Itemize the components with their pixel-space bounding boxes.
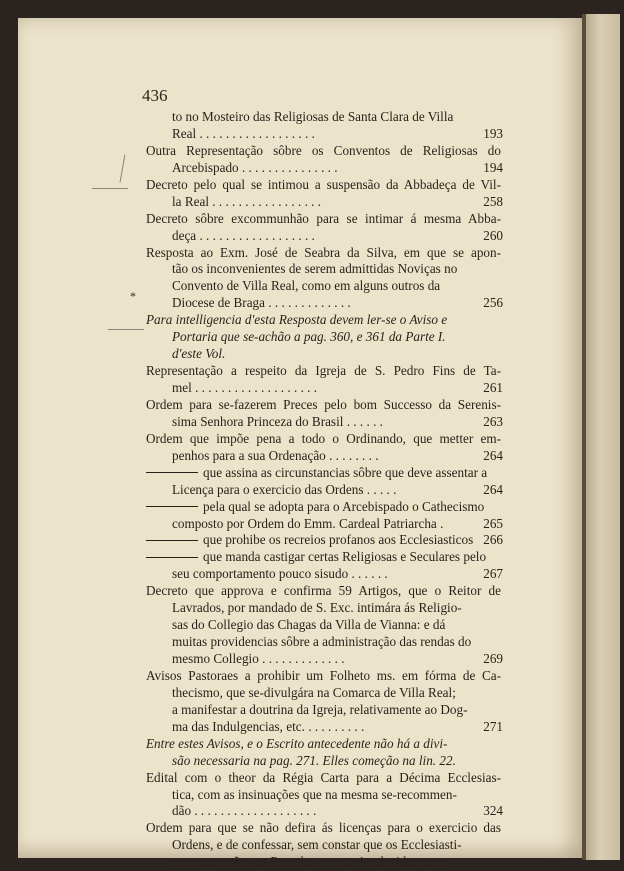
index-line bbox=[146, 702, 501, 719]
entry-text: Edital com o theor da Régia Carta para a Décima Ecclesias- bbox=[146, 769, 501, 785]
entry-text: muitas providencias sôbre a administração das rendas do bbox=[172, 634, 472, 650]
entry-text: Ordem para se-fazerem Preces pelo bom Successo da Serenis- bbox=[146, 396, 501, 412]
entry-page-number: 324 bbox=[480, 803, 503, 820]
entry-text: Decreto que approva e confirma 59 Artigos, que o Reitor de bbox=[146, 583, 501, 599]
index-line bbox=[146, 346, 501, 363]
index-line bbox=[146, 211, 501, 228]
entry-page-number: 265 bbox=[480, 516, 503, 533]
index-line bbox=[146, 753, 501, 770]
pencil-mark-lower bbox=[108, 329, 144, 330]
index-line bbox=[146, 787, 501, 804]
index-line bbox=[146, 109, 501, 126]
entry-text: composto por Ordem do Emm. Cardeal Patriarcha . bbox=[172, 515, 444, 531]
entry-text: to no Mosteiro das Religiosas de Santa Clara de Villa bbox=[172, 109, 454, 124]
ditto-dash bbox=[146, 540, 198, 541]
entry-text: sas do Collegio das Chagas da Villa de Vianna: e dá bbox=[172, 617, 446, 633]
entry-text: Arcebispado . . . . . . . . . . . . . . . bbox=[172, 159, 338, 175]
index-line bbox=[146, 499, 501, 516]
index-entries bbox=[146, 109, 501, 871]
pencil-mark-middle bbox=[92, 188, 128, 189]
entry-text: Resposta ao Exm. José de Seabra da Silva, em que se apon- bbox=[146, 244, 501, 260]
index-line bbox=[146, 600, 501, 617]
ditto-dash bbox=[146, 472, 198, 473]
asterisk-mark: * bbox=[130, 289, 136, 303]
ditto-dash bbox=[146, 557, 198, 558]
entry-text: Ordem para que se não defira ás licenças para o exercicio das bbox=[146, 820, 501, 836]
entry-text: mesmo Collegio . . . . . . . . . . . . . bbox=[172, 651, 345, 666]
index-line bbox=[146, 482, 501, 499]
entry-text: são necessaria na pag. 271. Elles começão na lin. 22. bbox=[172, 752, 456, 768]
index-line bbox=[146, 617, 501, 634]
entry-page-number: 267 bbox=[480, 566, 503, 583]
index-line bbox=[146, 685, 501, 702]
entry-text: que prohibe os recreios profanos aos Ecclesiasticos bbox=[203, 532, 474, 548]
index-line bbox=[146, 583, 501, 600]
index-line bbox=[146, 634, 501, 651]
index-line bbox=[146, 380, 501, 397]
entry-page-number: 194 bbox=[480, 160, 503, 177]
entry-text: que assina as circunstancias sôbre que deve assentar a bbox=[203, 464, 488, 480]
entry-text: Ordens, e de confessar, sem constar que os Ecclesiasti- bbox=[172, 837, 462, 853]
entry-text: Outra Representação sôbre os Conventos de Religiosas do bbox=[146, 142, 501, 158]
entry-page-number: 258 bbox=[480, 194, 503, 211]
index-line bbox=[146, 312, 501, 329]
index-line bbox=[146, 736, 501, 753]
entry-text: Entre estes Avisos, e o Escrito antecedente não há a divi- bbox=[146, 735, 448, 751]
entry-text: dão . . . . . . . . . . . . . . . . . . . bbox=[172, 803, 317, 819]
index-line bbox=[146, 854, 501, 871]
index-line bbox=[146, 228, 501, 245]
index-line bbox=[146, 770, 501, 787]
entry-page-number: 261 bbox=[480, 380, 503, 397]
index-line bbox=[146, 668, 501, 685]
index-line bbox=[146, 126, 501, 143]
entry-text: Ordem que impõe pena a todo o Ordinando, que metter em- bbox=[146, 430, 501, 446]
entry-text: que manda castigar certas Religiosas e Seculares pelo bbox=[203, 549, 487, 565]
entry-text: penhos para a sua Ordenação . . . . . . . . bbox=[172, 447, 379, 463]
index-line bbox=[146, 194, 501, 211]
page-number: 436 bbox=[142, 86, 168, 105]
entry-text: Para intelligencia d'esta Resposta devem ler-se o Aviso e bbox=[146, 312, 448, 328]
entry-text: cos conservão aos Parochos o respeito devido, que o- bbox=[172, 854, 453, 870]
entry-page-number: 256 bbox=[480, 295, 503, 312]
index-line bbox=[146, 431, 501, 448]
entry-page-number: 271 bbox=[480, 719, 503, 736]
entry-text: mel . . . . . . . . . . . . . . . . . . . bbox=[172, 380, 318, 395]
index-line bbox=[146, 549, 501, 566]
entry-text: Portaria que se-achão a pag. 360, e 361 da Parte I. bbox=[172, 329, 446, 345]
index-line bbox=[146, 448, 501, 465]
entry-text: Licença para o exercicio das Ordens . . . . . bbox=[172, 481, 397, 497]
facing-page-edge bbox=[586, 14, 620, 860]
index-line bbox=[146, 329, 501, 346]
entry-text: tão os inconvenientes de serem admittidas Noviças no bbox=[172, 261, 458, 277]
entry-text: d'este Vol. bbox=[172, 346, 226, 362]
entry-text: Lavrados, por mandado de S. Exc. intimára ás Religio- bbox=[172, 600, 462, 616]
index-line bbox=[146, 363, 501, 380]
entry-text: la Real . . . . . . . . . . . . . . . . . bbox=[172, 193, 322, 209]
index-line bbox=[146, 803, 501, 820]
index-line bbox=[146, 516, 501, 533]
entry-text: Avisos Pastoraes a prohibir um Folheto ms. em fórma de Ca- bbox=[146, 667, 501, 683]
entry-text: Diocese de Braga . . . . . . . . . . . . . bbox=[172, 295, 351, 311]
entry-page-number: 266 bbox=[480, 532, 503, 549]
index-line bbox=[146, 465, 501, 482]
entry-page-number: 260 bbox=[480, 228, 503, 245]
entry-text: Real . . . . . . . . . . . . . . . . . . bbox=[172, 125, 315, 141]
index-line bbox=[146, 245, 501, 262]
entry-text: thecismo, que se-divulgára na Comarca de Villa Real; bbox=[172, 684, 456, 700]
index-line bbox=[146, 719, 501, 736]
entry-text: sima Senhora Princeza do Brasil . . . . . . bbox=[172, 413, 383, 429]
entry-text: Representação a respeito da Igreja de S. Pedro Fins de Ta- bbox=[146, 363, 501, 379]
index-line bbox=[146, 278, 501, 295]
index-line bbox=[146, 532, 501, 549]
entry-text: ma das Indulgencias, etc. . . . . . . . . . bbox=[172, 718, 365, 734]
entry-text: a manifestar a doutrina da Igreja, relativamente ao Dog- bbox=[172, 701, 468, 717]
index-line bbox=[146, 177, 501, 194]
entry-text: Decreto pelo qual se intimou a suspensão da Abbadeça de Vil- bbox=[146, 176, 501, 192]
entry-page-number: 269 bbox=[480, 651, 503, 668]
index-line bbox=[146, 295, 501, 312]
entry-text: Convento de Villa Real, como em alguns outros da bbox=[172, 278, 441, 294]
entry-text: seu comportamento pouco sisudo . . . . . . bbox=[172, 566, 388, 582]
index-line bbox=[146, 837, 501, 854]
ditto-dash bbox=[146, 506, 198, 507]
entry-page-number: 263 bbox=[480, 414, 503, 431]
entry-text: Decreto sôbre excommunhão para se intimar á mesma Abba- bbox=[146, 210, 501, 226]
entry-page-number: 264 bbox=[480, 448, 503, 465]
index-line bbox=[146, 820, 501, 837]
entry-page-number: 193 bbox=[480, 126, 503, 143]
entry-text: pela qual se adopta para o Arcebispado o Cathecismo bbox=[203, 498, 485, 514]
index-line bbox=[146, 397, 501, 414]
index-line bbox=[146, 143, 501, 160]
entry-text: deça . . . . . . . . . . . . . . . . . . bbox=[172, 227, 315, 243]
entry-text: tica, com as insinuações que na mesma se-recommen- bbox=[172, 786, 457, 802]
index-line bbox=[146, 566, 501, 583]
index-line bbox=[146, 160, 501, 177]
index-line bbox=[146, 651, 501, 668]
index-line bbox=[146, 261, 501, 278]
entry-page-number: 264 bbox=[480, 482, 503, 499]
index-line bbox=[146, 414, 501, 431]
